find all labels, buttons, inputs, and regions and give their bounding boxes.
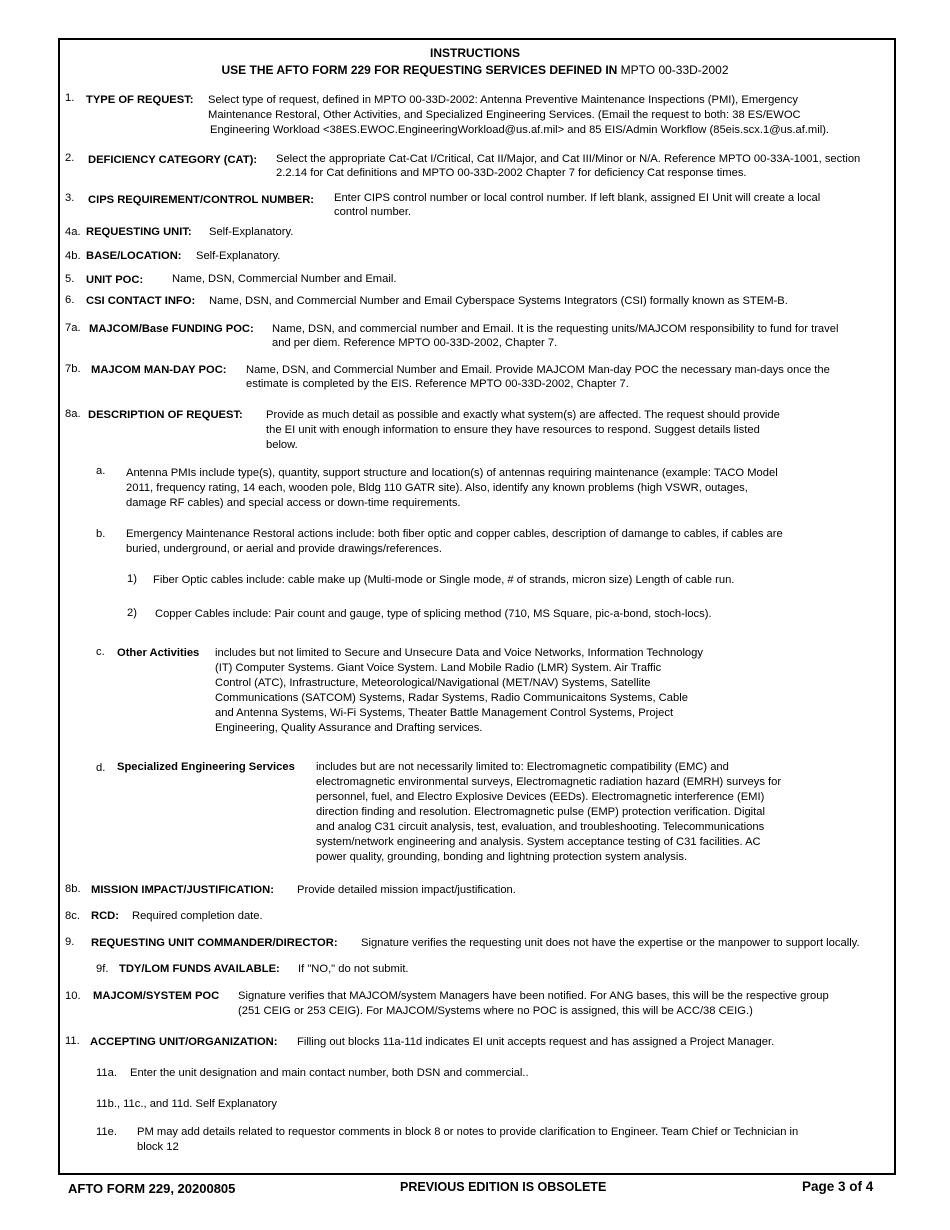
item-8a-text: Provide as much detail as possible and exactly what system(s) are affected. The request should provide bbox=[266, 409, 780, 421]
item-11bcd-text: 11b., 11c., and 11d. Self Explanatory bbox=[96, 1098, 277, 1110]
item-4a-number: 4a. bbox=[65, 226, 81, 238]
item-1-text: Maintenance Restoral, Other Activities, and Specialized Engineering Services. (Email the request to both: 38 ES/EWOC bbox=[208, 109, 801, 121]
item-7a-number: 7a. bbox=[65, 322, 81, 334]
item-8a-c-number: c. bbox=[96, 646, 105, 658]
item-8a-d-text: personnel, fuel, and Electro Explosive Devices (EEDs). Electromagnetic interference (EMI) bbox=[316, 791, 765, 803]
item-8a-c-text: Control (ATC), Infrastructure, Meteorological/Navigational (MET/NAV) Systems, Satellite bbox=[215, 677, 651, 689]
item-1-number: 1. bbox=[65, 92, 75, 104]
item-4b-label: BASE/LOCATION: bbox=[86, 250, 182, 262]
item-8a-d-number: d. bbox=[96, 762, 106, 774]
item-11e-number: 11e. bbox=[96, 1126, 117, 1138]
item-1-text: Engineering Workload <38ES.EWOC.EngineeringWorkload@us.af.mil> and 85 EIS/Admin Workflow (85eis.scx.1@us.af.mil). bbox=[210, 124, 830, 136]
item-9f-number: 9f. bbox=[96, 963, 109, 975]
item-8a-c-label: Other Activities bbox=[117, 647, 200, 659]
item-8a-b2-text: Copper Cables include: Pair count and gauge, type of splicing method (710, MS Square, pic-a-bond, stoch-locs). bbox=[155, 608, 712, 620]
item-8c-label: RCD: bbox=[91, 910, 119, 922]
item-8a-label: DESCRIPTION OF REQUEST: bbox=[88, 409, 243, 421]
item-8c-text: Required completion date. bbox=[132, 910, 263, 922]
item-8a-a-text: damage RF cables) and special access or down-time requirements. bbox=[126, 497, 461, 509]
item-11e-text: PM may add details related to requestor comments in block 8 or notes to provide clarification to Engineer. Team Chief or Technician in bbox=[137, 1126, 799, 1138]
item-6-label: CSI CONTACT INFO: bbox=[86, 295, 196, 307]
item-8a-d-text: direction finding and resolution. Electromagnetic pulse (EMP) protection verification. Digital bbox=[316, 806, 765, 818]
item-8a-c-text: (IT) Computer Systems. Giant Voice System. Land Mobile Radio (LMR) System. Air Traffic bbox=[215, 662, 662, 674]
item-4a-label: REQUESTING UNIT: bbox=[86, 226, 192, 238]
item-1-text: Select type of request, defined in MPTO 00-33D-2002: Antenna Preventive Maintenance Inspections (PMI), Emergency bbox=[208, 94, 798, 106]
item-11e-text: block 12 bbox=[137, 1141, 179, 1153]
item-10-number: 10. bbox=[65, 990, 81, 1002]
item-8b-text: Provide detailed mission impact/justification. bbox=[297, 884, 516, 896]
item-8a-c-text: Engineering, Quality Assurance and Drafting services. bbox=[215, 722, 483, 734]
item-9-label: REQUESTING UNIT COMMANDER/DIRECTOR: bbox=[91, 937, 338, 949]
item-4b-text: Self-Explanatory. bbox=[196, 250, 281, 262]
item-7b-text: estimate is completed by the EIS. Reference MPTO 00-33D-2002, Chapter 7. bbox=[246, 378, 629, 390]
item-8a-text: below. bbox=[266, 439, 298, 451]
item-8a-a-text: 2011, frequency rating, 14 each, wooden pole, Bldg 110 GATR site). Also, identify any known problems (high VSWR, outages, bbox=[126, 482, 748, 494]
item-7b-number: 7b. bbox=[65, 363, 81, 375]
subtitle-bold: USE THE AFTO FORM 229 FOR REQUESTING SERVICES DEFINED IN bbox=[221, 63, 618, 77]
item-8a-b-text: buried, underground, or aerial and provide drawings/references. bbox=[126, 543, 442, 555]
item-8a-c-text: and Antenna Systems, Wi-Fi Systems, Theater Battle Management Control Systems, Project bbox=[215, 707, 674, 719]
page-title: INSTRUCTIONS bbox=[430, 46, 520, 60]
item-8a-b-number: b. bbox=[96, 528, 106, 540]
item-8a-d-text: electromagnetic environmental surveys, Electromagnetic radiation hazard (EMRH) surveys for bbox=[316, 776, 782, 788]
item-3-text: Enter CIPS control number or local control number. If left blank, assigned EI Unit will create a local bbox=[334, 192, 821, 204]
item-8a-a-text: Antenna PMIs include type(s), quantity, support structure and location(s) of antennas requiring maintenance (example: TACO Model bbox=[126, 467, 778, 479]
item-6-text: Name, DSN, and Commercial Number and Email Cyberspace Systems Integrators (CSI) formally known as STEM-B. bbox=[209, 295, 788, 307]
item-8a-d-text: includes but are not necessarily limited to: Electromagnetic compatibility (EMC) and bbox=[316, 761, 729, 773]
item-11-label: ACCEPTING UNIT/ORGANIZATION: bbox=[90, 1036, 278, 1048]
item-8a-d-label: Specialized Engineering Services bbox=[117, 761, 295, 773]
item-4b-number: 4b. bbox=[65, 250, 81, 262]
obsolete-notice: PREVIOUS EDITION IS OBSOLETE bbox=[400, 1180, 607, 1194]
item-8a-c-text: includes but not limited to Secure and Unsecure Data and Voice Networks, Information Technology bbox=[215, 647, 703, 659]
item-8a-b2-number: 2) bbox=[127, 607, 137, 619]
item-7a-text: Name, DSN, and commercial number and Email. It is the requesting units/MAJCOM responsibility to fund for travel bbox=[272, 323, 839, 335]
item-5-number: 5. bbox=[65, 273, 75, 285]
item-9-text: Signature verifies the requesting unit does not have the expertise or the manpower to support locally. bbox=[361, 937, 860, 949]
item-4a-text: Self-Explanatory. bbox=[209, 226, 294, 238]
item-6-number: 6. bbox=[65, 294, 75, 306]
item-11a-text: Enter the unit designation and main contact number, both DSN and commercial.. bbox=[130, 1067, 529, 1079]
item-8a-c-text: Communications (SATCOM) Systems, Radar Systems, Radio Communicaitons Systems, Cable bbox=[215, 692, 688, 704]
item-7b-text: Name, DSN, and Commercial Number and Email. Provide MAJCOM Man-day POC the necessary man-days once the bbox=[246, 364, 830, 376]
item-3-number: 3. bbox=[65, 192, 75, 204]
item-10-text: Signature verifies that MAJCOM/system Managers have been notified. For ANG bases, this will be the respective group bbox=[238, 990, 829, 1002]
item-9-number: 9. bbox=[65, 936, 75, 948]
page-number: Page 3 of 4 bbox=[802, 1179, 874, 1194]
item-8a-d-text: and analog C31 circuit analysis, test, evaluation, and troubleshooting. Telecommunications bbox=[316, 821, 765, 833]
item-8c-number: 8c. bbox=[65, 910, 80, 922]
item-8a-b-text: Emergency Maintenance Restoral actions include: both fiber optic and copper cables, description of damange to cables, if cables are bbox=[126, 528, 783, 540]
item-2-label: DEFICIENCY CATEGORY (CAT): bbox=[88, 154, 258, 166]
page-subtitle bbox=[0, 63, 950, 78]
item-8b-number: 8b. bbox=[65, 883, 81, 895]
item-8a-number: 8a. bbox=[65, 408, 81, 420]
item-5-text: Name, DSN, Commercial Number and Email. bbox=[172, 273, 397, 285]
item-3-label: CIPS REQUIREMENT/CONTROL NUMBER: bbox=[88, 194, 315, 206]
item-7a-label: MAJCOM/Base FUNDING POC: bbox=[89, 323, 254, 335]
item-8b-label: MISSION IMPACT/JUSTIFICATION: bbox=[91, 884, 274, 896]
item-10-text: (251 CEIG or 253 CEIG). For MAJCOM/Systems where no POC is assigned, this will be ACC/38 CEIG.) bbox=[238, 1005, 753, 1017]
item-8a-b1-number: 1) bbox=[127, 573, 137, 585]
item-7b-label: MAJCOM MAN-DAY POC: bbox=[91, 364, 227, 376]
item-11-text: Filling out blocks 11a-11d indicates EI unit accepts request and has assigned a Project Manager. bbox=[297, 1036, 775, 1048]
item-11-number: 11. bbox=[65, 1035, 80, 1047]
item-9f-text: If "NO," do not submit. bbox=[298, 963, 409, 975]
item-8a-a-number: a. bbox=[96, 465, 106, 477]
item-9f-label: TDY/LOM FUNDS AVAILABLE: bbox=[119, 963, 280, 975]
item-8a-d-text: system/network engineering and analysis. System acceptance testing of C31 facilities. AC bbox=[316, 836, 761, 848]
item-11a-number: 11a. bbox=[96, 1067, 117, 1079]
item-2-text: Select the appropriate Cat-Cat I/Critical, Cat II/Major, and Cat III/Minor or N/A. Reference MPTO 00-33A-1001, section bbox=[276, 153, 861, 165]
item-5-label: UNIT POC: bbox=[86, 274, 144, 286]
item-8a-b1-text: Fiber Optic cables include: cable make up (Multi-mode or Single mode, # of strands, micron size) Length of cable run. bbox=[153, 574, 735, 586]
item-2-number: 2. bbox=[65, 152, 75, 164]
item-8a-d-text: power quality, grounding, bonding and lightning protection system analysis. bbox=[316, 851, 688, 863]
item-3-text: control number. bbox=[334, 206, 412, 218]
item-1-label: TYPE OF REQUEST: bbox=[86, 94, 194, 106]
item-10-label: MAJCOM/SYSTEM POC bbox=[93, 990, 220, 1002]
item-7a-text: and per diem. Reference MPTO 00-33D-2002, Chapter 7. bbox=[272, 337, 558, 349]
item-2-text: 2.2.14 for Cat definitions and MPTO 00-33D-2002 Chapter 7 for deficiency Cat response times. bbox=[276, 167, 747, 179]
form-identifier: AFTO FORM 229, 20200805 bbox=[68, 1181, 236, 1196]
subtitle-reference: MPTO 00-33D-2002 bbox=[620, 63, 729, 77]
item-8a-text: the EI unit with enough information to ensure they have resources to respond. Suggest details listed bbox=[266, 424, 760, 436]
